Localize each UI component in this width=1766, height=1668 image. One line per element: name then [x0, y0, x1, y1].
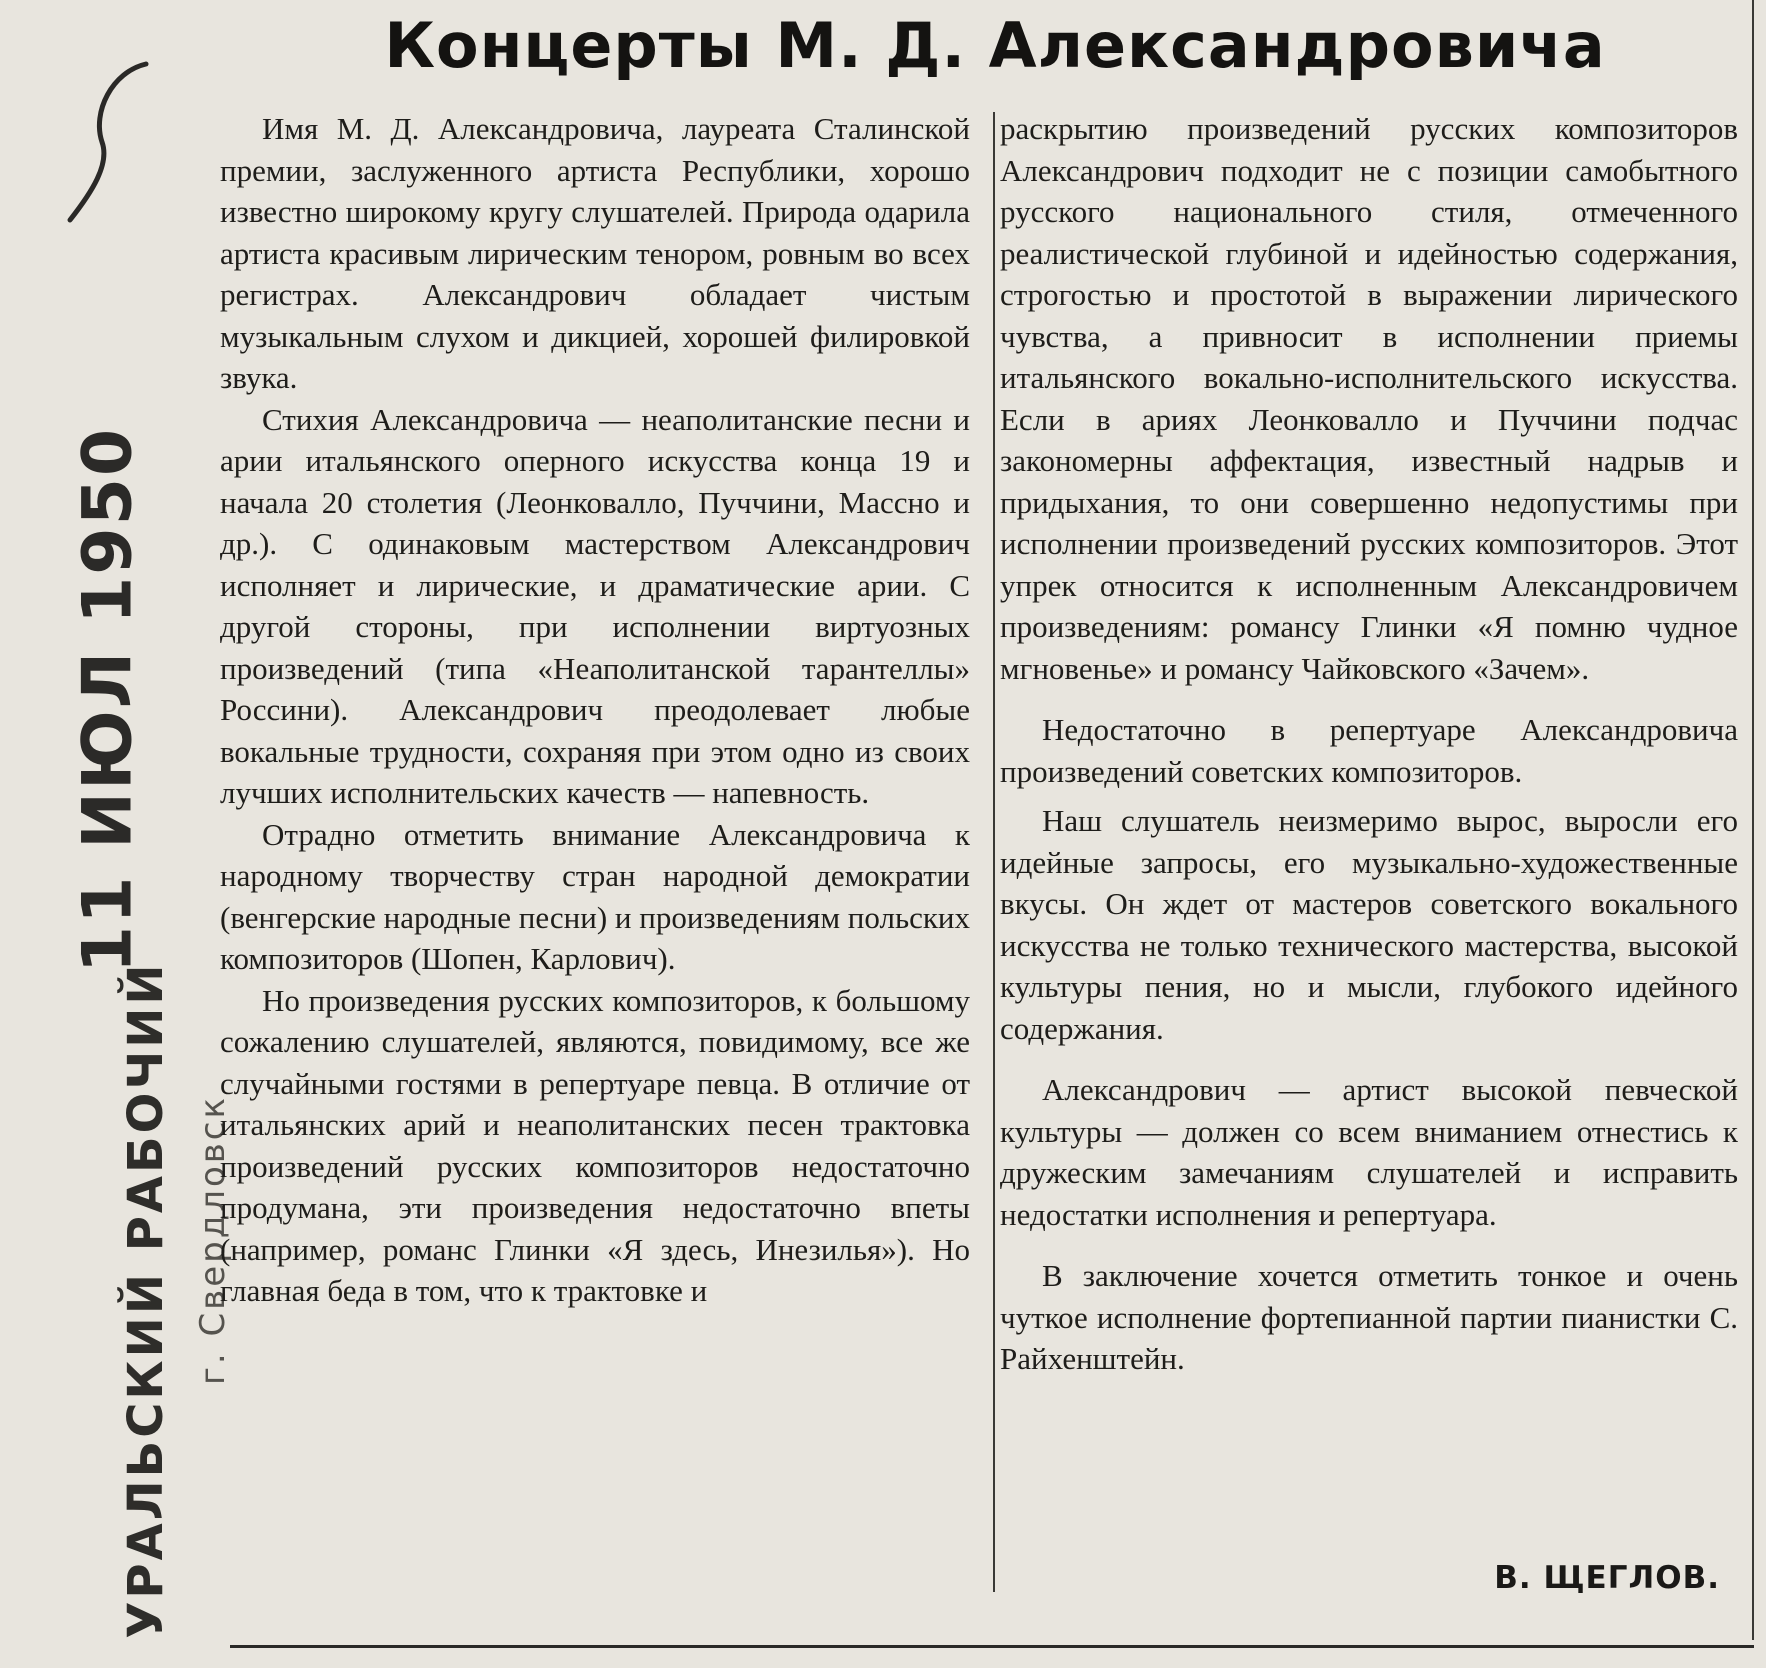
article-left-column — [220, 108, 970, 1312]
article-paragraph: Но произведения русских композиторов, к большому сожалению слушателей, являются, повидимому, все же случайными гостями в репертуаре певца. В отличие от итальянских арий и неаполитанских песен трактовка произведений русских композиторов недостаточно продумана, эти произведения недостаточно впеты (например, романс Глинки «Я здесь, Инезилья»). Но главная беда в том, что к трактовке и — [220, 982, 970, 1308]
column-divider — [993, 112, 995, 1592]
article-paragraph: Стихия Александровича — неаполитанские песни и арии итальянского оперного искусства конца 19 и начала 20 столетия (Леонковалло, Пуччини, Массно и др.). С одинаковым мастерством Александрович исполняет и лирические, и драматические арии. С другой стороны, при исполнении виртуозных произведений (типа «Неаполитанской тарантеллы» Россини). Александрович преодолевает любые вокальные трудности, сохраняя при этом одно из своих лучших исполнительских качеств — напевность. — [220, 401, 970, 810]
article-paragraph: Отрадно отметить внимание Александровича к народному творчеству стран народной демократии (венгерские народные песни) и произведениям польских композиторов (Шопен, Карлович). — [220, 816, 971, 976]
article-right-column — [1000, 108, 1738, 1380]
city-stamp: г. Свердловск — [193, 1094, 233, 1386]
article-paragraph: раскрытию произведений русских композиторов Александрович подходит не с позиции самобытного русского национального стиля, отмеченного реалистической глубиной и идейностью содержания, строгостью и простотой в выражении лирического чувства, а привносит в исполнении приемы итальянского вокально-исполнительского искусства. Если в ариях Леонковалло и Пуччини подчас закономерны аффектация, известный надрыв и придыхания, то они совершенно недопустимы при исполнении произведений русских композиторов. Этот упрек относится к исполненным Александровичем произведениям: романсу Глинки «Я помню чудное мгновенье» и романсу Чайковского «Зачем». — [1000, 111, 1738, 686]
article-paragraph: Недостаточно в репертуаре Александровича произведений советских композиторов. — [1000, 712, 1738, 789]
clipping-edge-bottom — [230, 1645, 1754, 1648]
handwritten-mark — [62, 52, 158, 232]
article-paragraph: В заключение хочется отметить тонкое и очень чуткое исполнение фортепианной партии пианистки С. Райхенштейн. — [1000, 1258, 1738, 1376]
article-paragraph: Имя М. Д. Александровича, лауреата Сталинской премии, заслуженного артиста Республики, хорошо известно широкому кругу слушателей. Природа одарила артиста красивым лирическим тенором, ровным во всех регистрах. Александрович обладает чистым музыкальным слухом и дикцией, хорошей филировкой звука. — [220, 111, 970, 395]
date-stamp: 11 ИЮЛ 1950 — [68, 426, 148, 974]
newspaper-name-stamp: УРАЛЬСКИЙ РАБОЧИЙ — [118, 961, 174, 1639]
article-title: Концерты М. Д. Александровича — [384, 9, 1606, 82]
article-paragraph: Александрович — артист высокой певческой культуры — должен со всем вниманием отнестись к дружеским замечаниям слушателей и исправить недостатки исполнения и репертуара. — [1000, 1072, 1738, 1232]
article-paragraph: Наш слушатель неизмеримо вырос, выросли его идейные запросы, его музыкально-художественные вкусы. Он ждет от мастеров советского вокального искусства не только технического мастерства, высокой культуры пения, но и мысли, глубокого идейного содержания. — [1000, 803, 1738, 1046]
author-signature: В. ЩЕГЛОВ. — [1494, 1560, 1720, 1596]
clipping-edge-right — [1752, 0, 1754, 1640]
